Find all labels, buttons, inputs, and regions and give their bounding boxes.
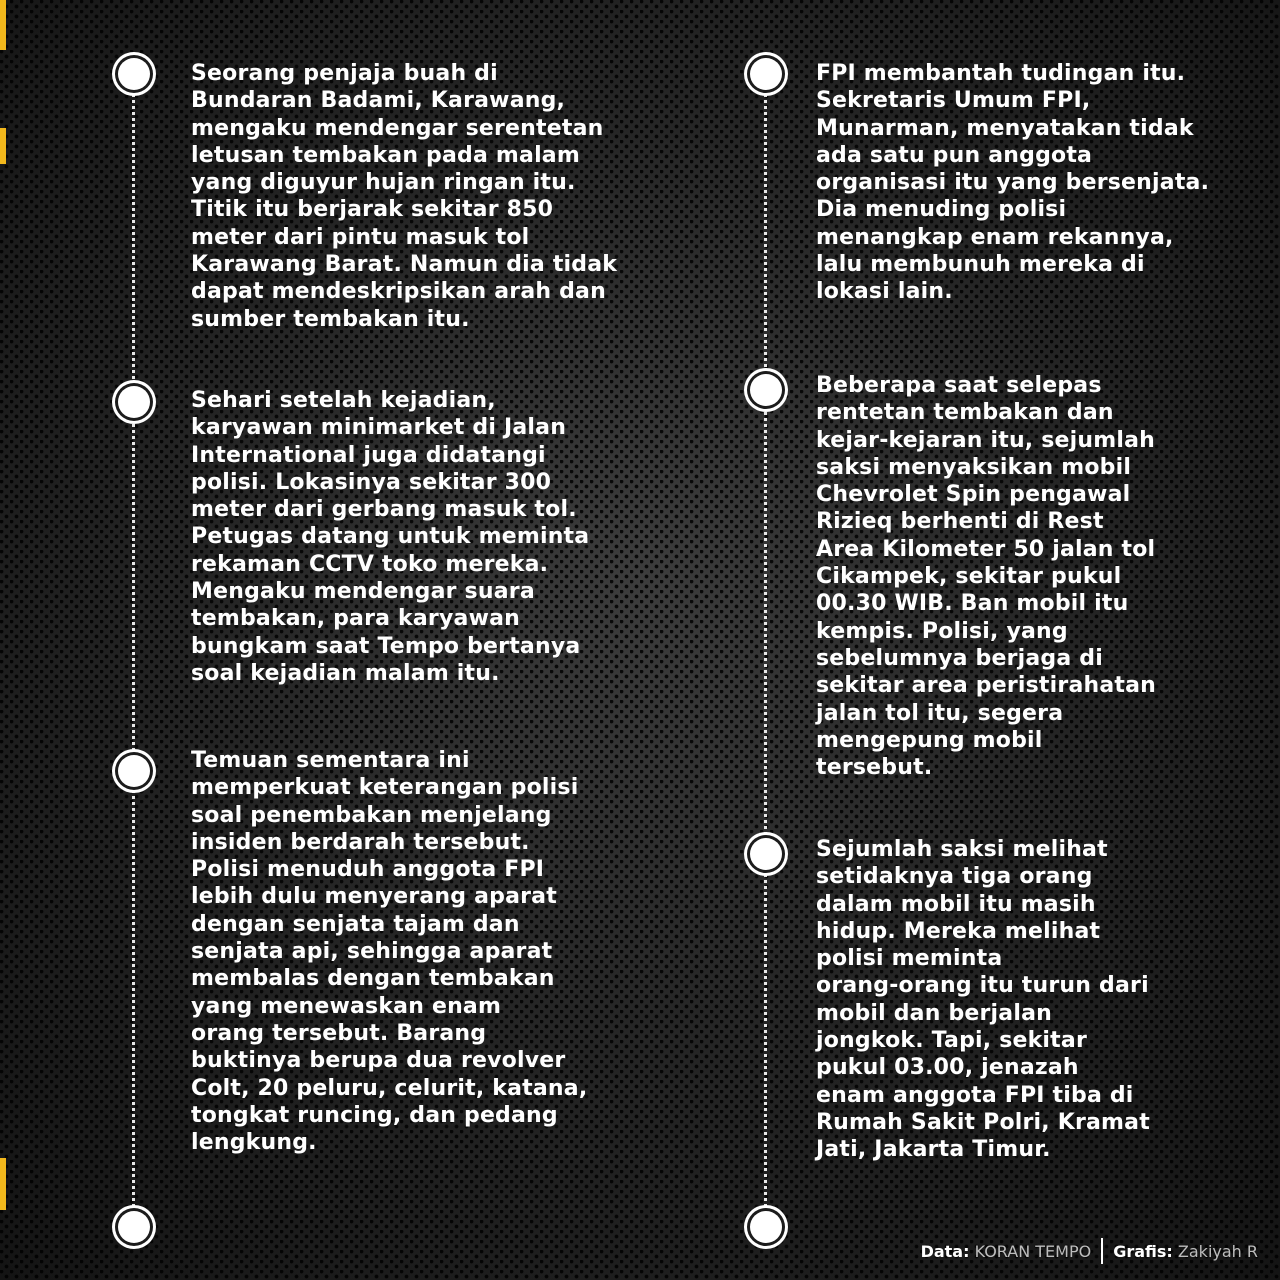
timeline-node-left-3 [118,755,150,787]
graphic-credit-value: Zakiyah R [1177,1241,1258,1261]
data-credit [921,1242,1092,1261]
data-credit-label: Data: [920,1241,970,1261]
timeline-text-right-3: Sejumlah saksi melihat setidaknya tiga orang dalam mobil itu masih hidup. Mereka melihat polisi meminta orang-orang itu turun dari mobil dan berjalan jongkok. Tapi, sekitar pukul 03.00, jenazah enam anggota FPI tiba di Rumah Sakit Polri, Kramat Jati, Jakarta Timur. [816,837,1150,1163]
footer-divider [1101,1238,1103,1264]
timeline-node-left-1 [118,58,150,90]
data-credit-value: KORAN TEMPO [974,1241,1092,1261]
graphic-credit-label: Grafis: [1113,1241,1173,1261]
yellow-accent-upper [0,128,6,164]
yellow-accent-lower [0,1158,6,1210]
timeline-text-left-2: Sehari setelah kejadian, karyawan minimarket di Jalan International juga didatangi polisi. Lokasinya sekitar 300 meter dari gerbang masuk tol. Petugas datang untuk meminta rekaman CCTV toko mereka. Mengaku mendengar suara tembakan, para karyawan bungkam saat Tempo bertanya soal kejadian malam itu. [191,388,590,686]
yellow-accent-top [0,0,6,50]
timeline-node-right-4 [750,1211,782,1243]
right-timeline-line [764,75,767,1225]
timeline-text-right-2: Beberapa saat selepas rentetan tembakan dan kejar-kejaran itu, sejumlah saksi menyaksikan mobil Chevrolet Spin pengawal Rizieq berhenti di Rest Area Kilometer 50 jalan tol Cikampek, sekitar pukul 00.30 WIB. Ban mobil itu kempis. Polisi, yang sebelumnya berjaga di sekitar area peristirahatan jalan tol itu, segera mengepung mobil tersebut. [816,373,1157,781]
left-timeline-line [132,75,135,1225]
timeline-text-right-1: FPI membantah tudingan itu. Sekretaris Umum FPI, Munarman, menyatakan tidak ada satu pun anggota organisasi itu yang bersenjata. Dia menuding polisi menangkap enam rekannya, lalu membunuh mereka di lokasi lain. [816,61,1210,305]
graphic-credit [1113,1242,1258,1261]
timeline-node-left-4 [118,1211,150,1243]
timeline-node-left-2 [118,386,150,418]
timeline-text-left-1: Seorang penjaja buah di Bundaran Badami, Karawang, mengaku mendengar serentetan letusan tembakan pada malam yang diguyur hujan ringan itu. Titik itu berjarak sekitar 850 meter dari pintu masuk tol Karawang Barat. Namun dia tidak dapat mendeskripsikan arah dan sumber tembakan itu. [191,61,618,332]
timeline-node-right-2 [750,374,782,406]
timeline-text-left-3: Temuan sementara ini memperkuat keterangan polisi soal penembakan menjelang insiden berdarah tersebut. Polisi menuduh anggota FPI lebih dulu menyerang aparat dengan senjata tajam dan senjata api, sehingga aparat membalas dengan tembakan yang menewaskan enam orang tersebut. Barang buktinya berupa dua revolver Colt, 20 peluru, celurit, katana, tongkat runcing, dan pedang lengkung. [191,748,588,1156]
timeline-node-right-3 [750,838,782,870]
timeline-node-right-1 [750,58,782,90]
credit-footer [921,1238,1258,1264]
